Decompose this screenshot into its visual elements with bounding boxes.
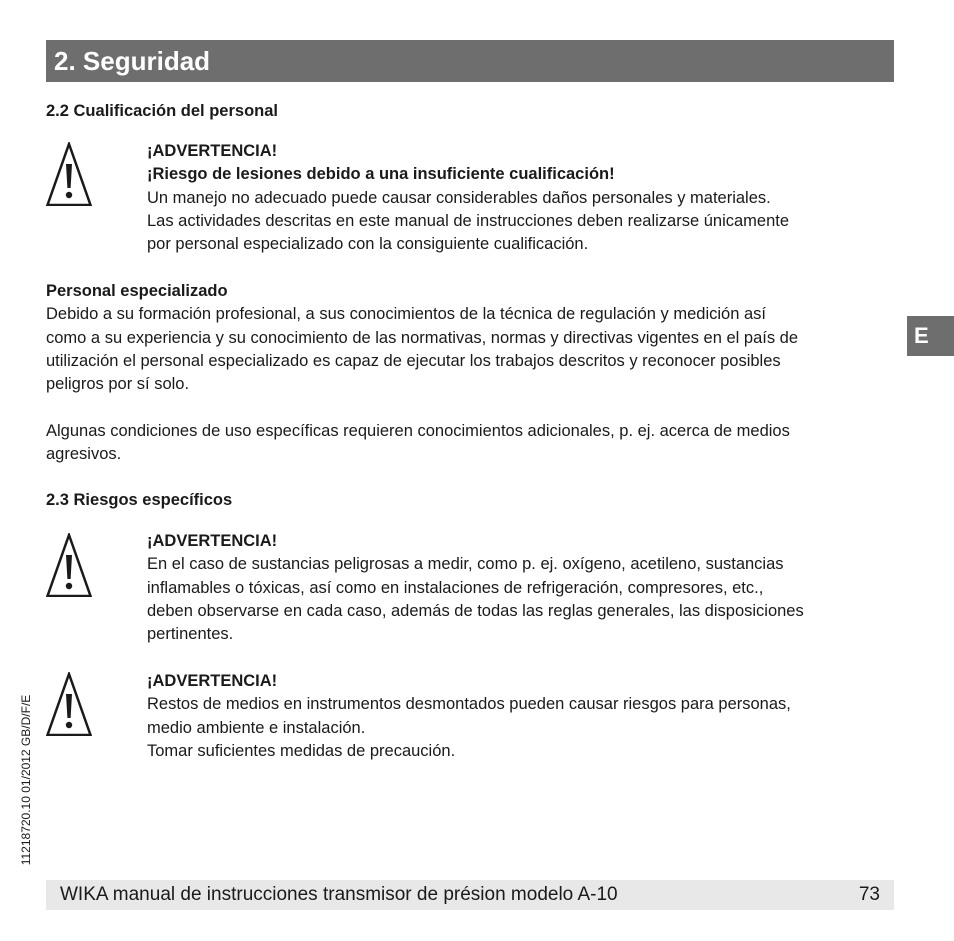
warning-line: Las actividades descritas en este manual de instrucciones deben realizarse únicamente (147, 211, 790, 230)
paragraph-heading: Personal especializado (46, 282, 228, 300)
warning-line: En el caso de sustancias peligrosas a medir, como p. ej. oxígeno, acetileno, sustancias (147, 555, 784, 574)
warning-triangle-icon (46, 533, 92, 597)
warning-line: Un manejo no adecuado puede causar considerables daños personales y materiales. (147, 188, 771, 207)
warning-line: pertinentes. (147, 625, 234, 644)
document-code (17, 680, 35, 880)
document-code-text: 11218720.10 01/2012 GB/D/F/E (19, 694, 33, 866)
warning-block-qualification (147, 140, 897, 256)
warning-line: medio ambiente e instalación. (147, 718, 366, 737)
paragraph-personal-especializado (46, 280, 894, 396)
paragraph-line: peligros por sí solo. (46, 375, 190, 394)
footer-bar (46, 880, 894, 910)
warning-line: deben observarse en cada caso, además de todas las reglas generales, las disposiciones (147, 601, 804, 620)
page-number: 73 (858, 884, 880, 905)
warning-triangle-icon (46, 672, 92, 736)
section-heading-2-2: 2.2 Cualificación del personal (46, 102, 278, 120)
warning-label: ¡ADVERTENCIA! (147, 532, 278, 550)
page-title: 2. Seguridad (54, 46, 211, 76)
warning-line: Tomar suficientes medidas de precaución. (147, 741, 456, 760)
paragraph-line: Debido a su formación profesional, a sus conocimientos de la técnica de regulación y medición así (46, 305, 766, 324)
warning-triangle-icon (46, 142, 92, 206)
warning-line: inflamables o tóxicas, así como en instalaciones de refrigeración, compresores, etc., (147, 578, 764, 597)
warning-block-residual-media (147, 670, 897, 763)
section-heading-2-3: 2.3 Riesgos específicos (46, 491, 233, 509)
paragraph-line: utilización el personal especializado es capaz de ejecutar los trabajos descritos y reconocer posibles (46, 351, 781, 370)
paragraph-line: como a su experiencia y su conocimiento de las normativas, normas y directivas vigentes en el país de (46, 328, 799, 347)
paragraph-conditions (46, 420, 894, 467)
warning-block-hazardous-substances (147, 530, 897, 646)
paragraph-line: Algunas condiciones de uso específicas requieren conocimientos adicionales, p. ej. acerca de medios (46, 422, 790, 440)
warning-subtitle: ¡Riesgo de lesiones debido a una insuficiente cualificación! (147, 165, 615, 184)
paragraph-line: agresivos. (46, 445, 122, 464)
warning-label: ¡ADVERTENCIA! (147, 142, 278, 160)
warning-label: ¡ADVERTENCIA! (147, 672, 278, 690)
footer-text: WIKA manual de instrucciones transmisor de présion modelo A-10 (60, 884, 618, 905)
warning-line: Restos de medios en instrumentos desmontados pueden causar riesgos para personas, (147, 695, 791, 714)
language-tab: E (907, 316, 954, 356)
section-title-bar (46, 40, 894, 82)
warning-line: por personal especializado con la consiguiente cualificación. (147, 235, 589, 254)
